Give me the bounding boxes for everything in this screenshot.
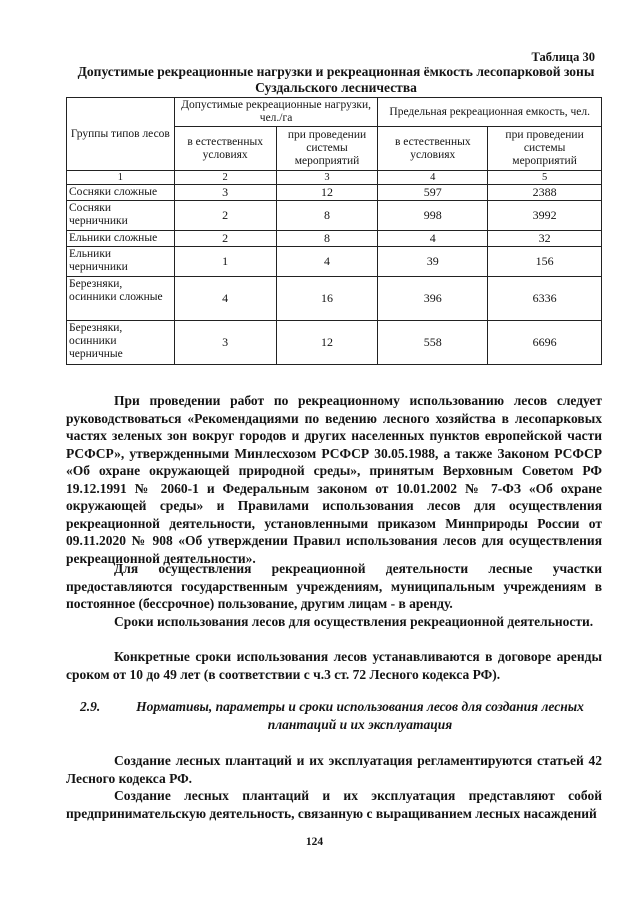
value-cell: 3 — [174, 185, 276, 201]
table-row — [67, 185, 602, 201]
value-cell: 3992 — [488, 201, 602, 231]
value-cell: 32 — [488, 231, 602, 247]
value-cell: 597 — [378, 185, 488, 201]
paragraph-usage-terms-heading: Сроки использования лесов для осуществления рекреационной деятельности. — [114, 614, 594, 629]
table-row — [67, 277, 602, 321]
header-capacity-measures: при проведении системы мероприятий — [488, 127, 602, 171]
value-cell: 6696 — [488, 321, 602, 365]
value-cell: 396 — [378, 277, 488, 321]
header-capacity: Предельная рекреационная емкость, чел. — [378, 98, 602, 127]
forest-group-cell: Березняки, осинники сложные — [67, 277, 175, 321]
value-cell: 156 — [488, 247, 602, 277]
table-row — [67, 321, 602, 365]
value-cell: 2 — [174, 231, 276, 247]
value-cell: 6336 — [488, 277, 602, 321]
index-cell: 5 — [488, 171, 602, 185]
value-cell: 4 — [276, 247, 378, 277]
section-heading — [66, 698, 602, 733]
header-capacity-natural: в естественных условиях — [378, 127, 488, 171]
forest-group-cell: Сосняки сложные — [67, 185, 175, 201]
header-loads: Допустимые рекреационные нагрузки, чел./га — [174, 98, 378, 127]
value-cell: 998 — [378, 201, 488, 231]
value-cell: 558 — [378, 321, 488, 365]
value-cell: 2388 — [488, 185, 602, 201]
table-row — [67, 231, 602, 247]
recreation-table — [66, 97, 602, 365]
value-cell: 12 — [276, 321, 378, 365]
value-cell: 4 — [378, 231, 488, 247]
header-group: Группы типов лесов — [67, 98, 175, 171]
index-cell: 4 — [378, 171, 488, 185]
table-title: Допустимые рекреационные нагрузки и рекреационная ёмкость лесопарковой зоны Суздальского лесничества — [77, 64, 595, 95]
index-cell: 1 — [67, 171, 175, 185]
header-row-1 — [67, 98, 602, 127]
paragraph-regulations: При проведении работ по рекреационному использованию лесов следует руководствоваться «Рекомендациями по ведению лесного хозяйства в лесопарковых частях зеленых зон вокруг городов и других населенных пунктов европейской части РСФСР», утвержденными Минлесхозом РСФСР 30.05.1988, а также Законом РСФСР «Об охране окружающей природной среды», принятым Верховным Советом РФ 19.12.1991 № 2060-1 и Федеральным законом от 10.01.2002 № 7-ФЗ «Об охране окружающей среды» и Правилами использования лесов для осуществления рекреационной деятельности, установленными приказом Минприроды России от 09.11.2020 № 908 «Об утверждении Правил использования лесов для осуществления рекреационной деятельности». — [66, 393, 602, 566]
page-number: 124 — [305, 836, 324, 848]
value-cell: 2 — [174, 201, 276, 231]
header-loads-natural: в естественных условиях — [174, 127, 276, 171]
index-cell: 3 — [276, 171, 378, 185]
value-cell: 16 — [276, 277, 378, 321]
value-cell: 8 — [276, 201, 378, 231]
value-cell: 12 — [276, 185, 378, 201]
paragraph-plantation-regulation: Создание лесных плантаций и их эксплуатация регламентируются статьей 42 Лесного кодекса РФ. — [66, 753, 602, 786]
value-cell: 39 — [378, 247, 488, 277]
table-row — [67, 201, 602, 231]
value-cell: 1 — [174, 247, 276, 277]
value-cell: 3 — [174, 321, 276, 365]
value-cell: 8 — [276, 231, 378, 247]
header-loads-measures: при проведении системы мероприятий — [276, 127, 378, 171]
table-row — [67, 247, 602, 277]
paragraph-plantation-business: Создание лесных плантаций и их эксплуатация представляют собой предпринимательскую деятельность, связанную с выращиванием лесных насаждений — [66, 788, 602, 821]
forest-group-cell: Березняки, осинники черничные — [67, 321, 175, 365]
section-title: Нормативы, параметры и сроки использования лесов для создания лесных плантаций и их эксплуатация — [136, 699, 584, 732]
paragraph-lease-terms: Конкретные сроки использования лесов устанавливаются в договоре аренды сроком от 10 до 49 лет (в соответствии с ч.3 ст. 72 Лесного кодекса РФ). — [66, 649, 602, 682]
forest-group-cell: Сосняки черничники — [67, 201, 175, 231]
forest-group-cell: Ельники черничники — [67, 247, 175, 277]
paragraph-land-provision: Для осуществления рекреационной деятельности лесные участки предоставляются государственным учреждениям, муниципальным учреждениям в постоянное (бессрочное) пользование, другим лицам - в аренду. — [66, 561, 602, 611]
section-number: 2.9. — [80, 699, 101, 714]
index-row — [67, 171, 602, 185]
table-number: Таблица 30 — [531, 50, 595, 64]
index-cell: 2 — [174, 171, 276, 185]
value-cell: 4 — [174, 277, 276, 321]
forest-group-cell: Ельники сложные — [67, 231, 175, 247]
